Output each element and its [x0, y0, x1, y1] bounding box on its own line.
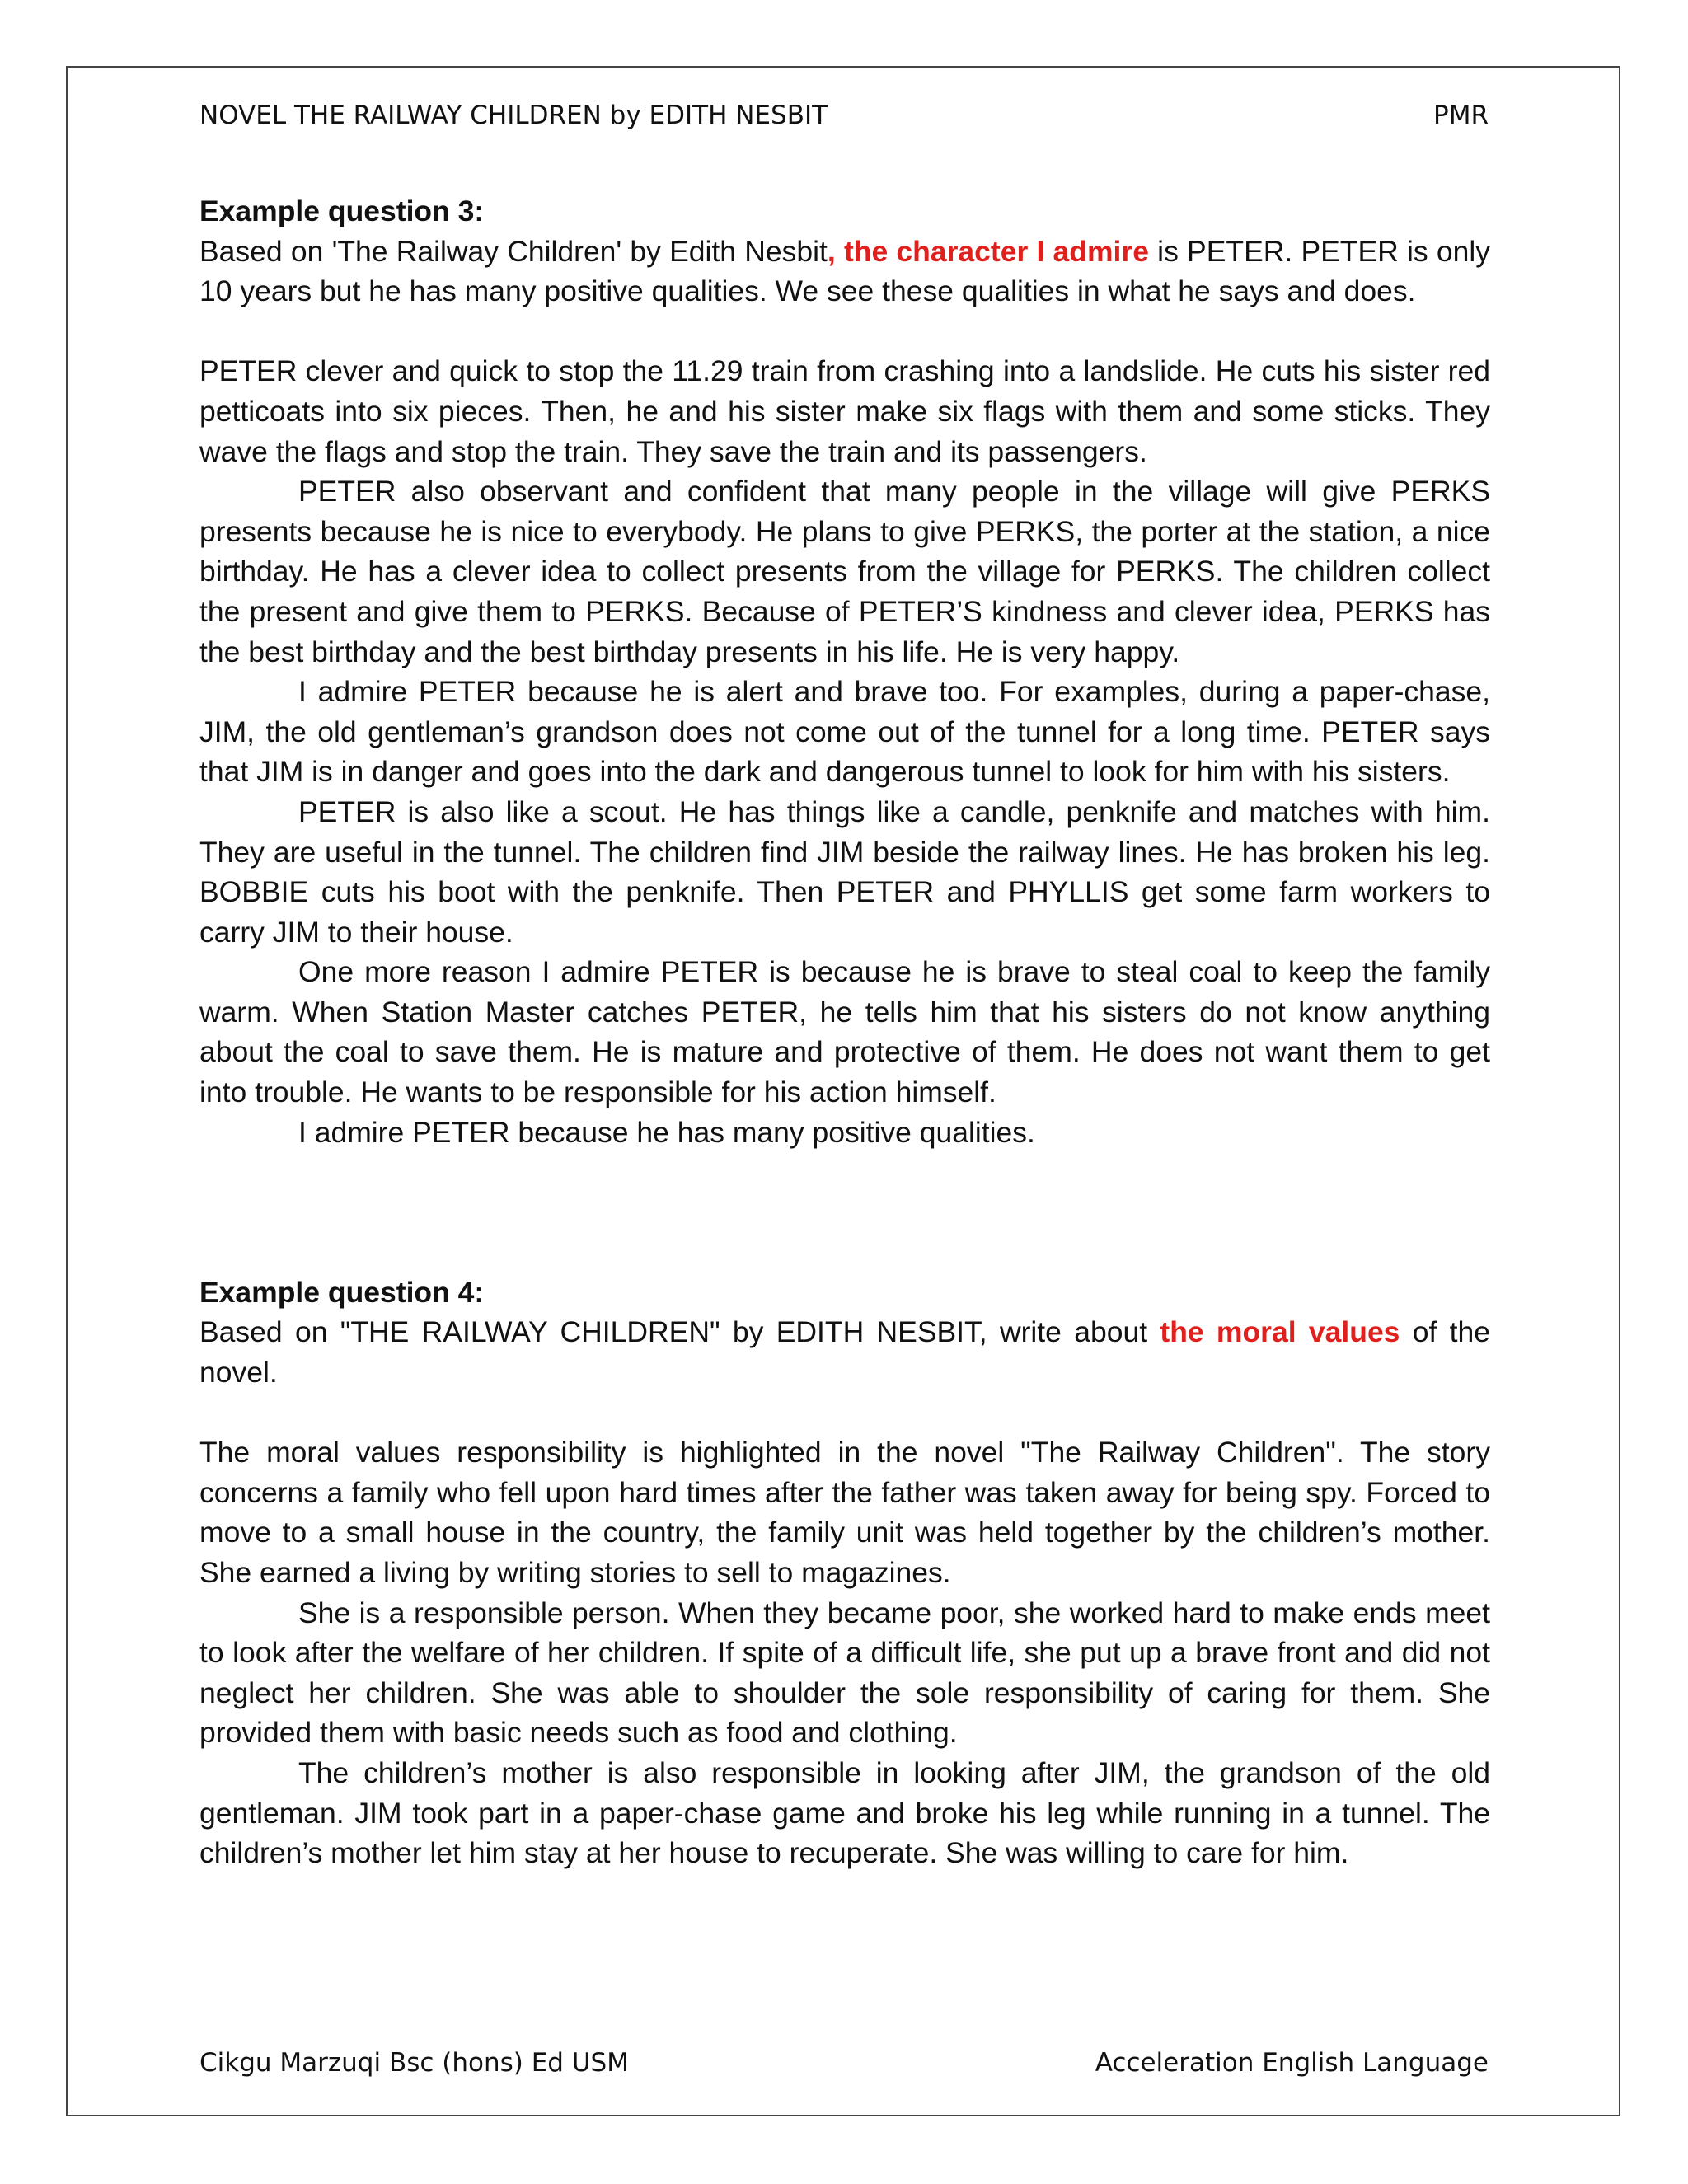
question-4-title: Example question 4: — [199, 1275, 485, 1309]
footer-author: Cikgu Marzuqi Bsc (hons) Ed USM — [199, 2048, 629, 2078]
question-3-intro-text: Based on 'The Railway Children' by Edith Nesbit — [199, 234, 828, 268]
answer-3-paragraph: PETER clever and quick to stop the 11.29 train from crashing into a landslide. He cuts his sister red petticoats into six pieces. Then, he and his sister make six flags with them and some sticks. They wave the flags and stop the train. They save the train and its passengers. — [199, 354, 1490, 468]
answer-3-paragraph: I admire PETER because he is alert and brave too. For examples, during a paper-chase, JIM, the old gentleman’s grandson does not come out of the tunnel for a long time. PETER says that JIM is in danger and goes into the dark and dangerous tunnel to look for him with his sisters. — [199, 675, 1490, 789]
question-4-section — [199, 1272, 1490, 1873]
answer-3-paragraph: PETER is also like a scout. He has things like a candle, penknife and matches with him. They are useful in the tunnel. The children find JIM beside the railway lines. He has broken his leg. BOBBIE cuts his boot with the penknife. Then PETER and PHYLLIS get some farm workers to carry JIM to their house. — [199, 794, 1490, 949]
page-header — [199, 101, 1489, 130]
question-3-intro-rest: is PETER. PETER is only 10 years but he has many positive qualities. We see these qualities in what he says and does. — [199, 234, 1490, 308]
answer-4-paragraph: She is a responsible person. When they became poor, she worked hard to make ends meet to look after the welfare of her children. If spite of a difficult life, she put up a brave front and did not neglect her children. She was able to shoulder the sole responsibility of caring for them. She provided them with basic needs such as food and clothing. — [199, 1596, 1490, 1750]
answer-4-paragraph: The children’s mother is also responsible in looking after JIM, the grandson of the old gentleman. JIM took part in a paper-chase game and broke his leg while running in a tunnel. The children’s mother let him stay at her house to recuperate. She was willing to care for him. — [199, 1755, 1490, 1870]
question-3-intro-comma: , — [827, 234, 844, 268]
answer-3-paragraph: I admire PETER because he has many positive qualities. — [298, 1115, 1035, 1149]
page-content — [199, 191, 1490, 1873]
question-4-highlight: the moral values — [1160, 1315, 1400, 1349]
answer-4-paragraph: The moral values responsibility is highlighted in the novel "The Railway Children". The story concerns a family who fell upon hard times after the father was taken away for being spy. Forced to move to a small house in the country, the family unit was held together by the children’s mother. She earned a living by writing stories to sell to magazines. — [199, 1436, 1490, 1589]
page-footer — [199, 2048, 1489, 2078]
answer-3-paragraph: PETER also observant and confident that many people in the village will give PERKS presents because he is nice to everybody. He plans to give PERKS, the porter at the station, a nice birthday. He has a clever idea to collect presents from the village for PERKS. The children collect the present and give them to PERKS. Because of PETER’S kindness and clever idea, PERKS has the best birthday and the best birthday presents in his life. He is very happy. — [199, 475, 1490, 668]
question-4-intro — [199, 1312, 1490, 1392]
question-3-highlight: the character I admire — [843, 234, 1149, 268]
question-3-section — [199, 191, 1490, 1152]
question-4-intro-rest: of the novel. — [199, 1315, 1491, 1390]
answer-3-paragraph: One more reason I admire PETER is because he is brave to steal coal to keep the family warm. When Station Master catches PETER, he tells him that his sisters do not know anything about the coal to save them. He is mature and protective of them. He does not want them to get into trouble. He wants to be responsible for his action himself. — [199, 955, 1490, 1109]
header-level: PMR — [1433, 101, 1489, 130]
question-3-title: Example question 3: — [199, 194, 485, 227]
question-4-intro-text: Based on "THE RAILWAY CHILDREN" by EDITH NESBIT, write about — [199, 1315, 1160, 1349]
question-3-intro — [199, 232, 1490, 312]
header-title: NOVEL THE RAILWAY CHILDREN by EDITH NESBIT — [199, 101, 828, 130]
footer-course: Acceleration English Language — [1095, 2048, 1489, 2078]
